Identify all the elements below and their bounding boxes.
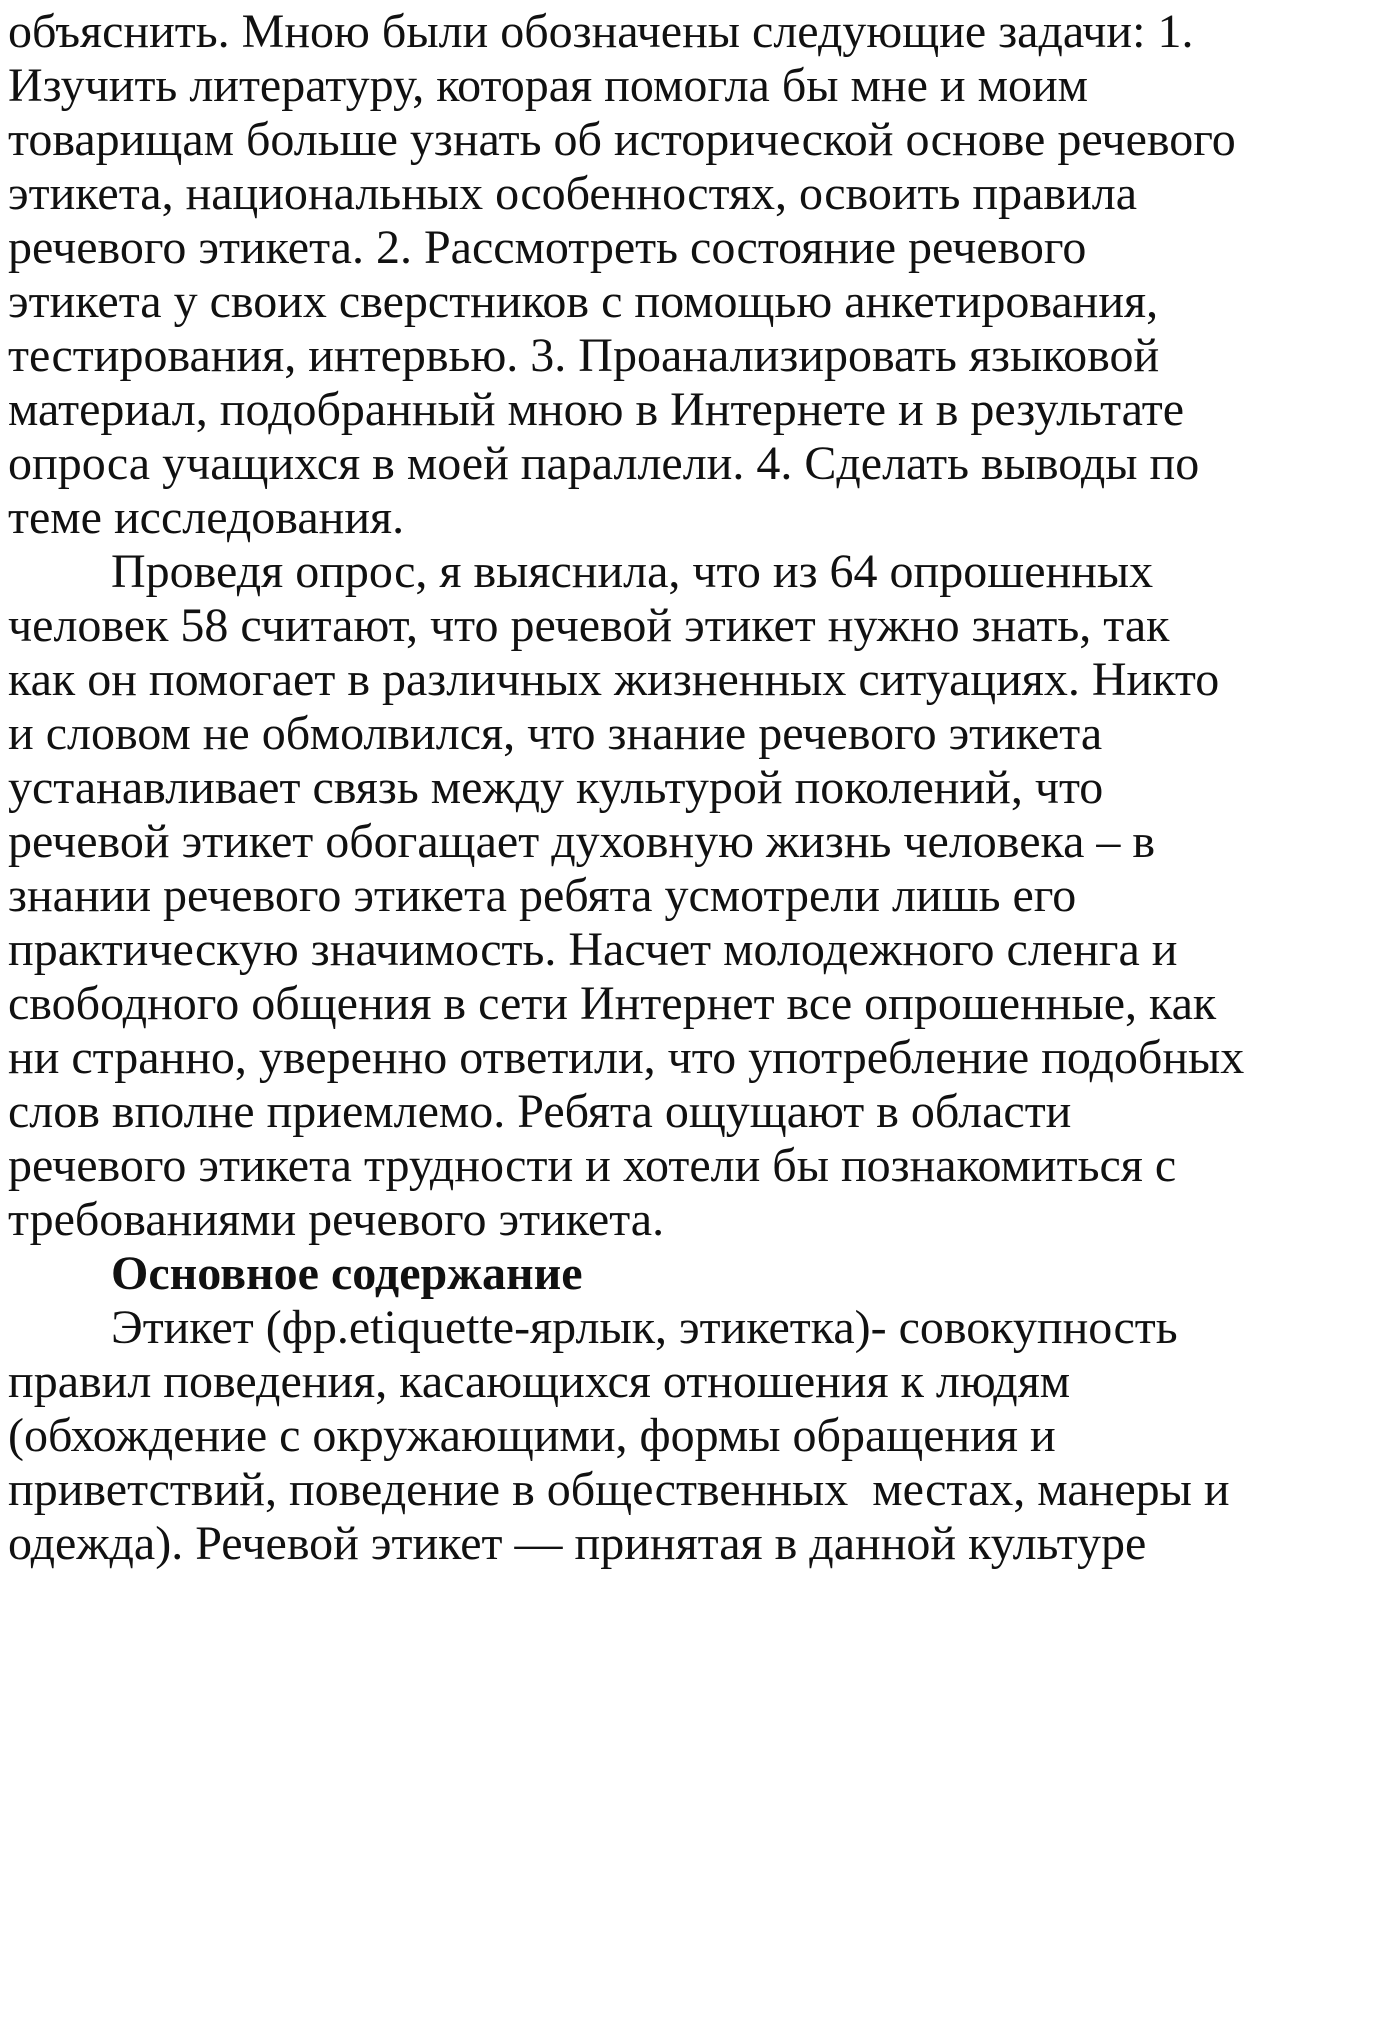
text-line: опроса учащихся в моей параллели. 4. Сделать выводы по [8, 437, 1200, 490]
text-line: и словом не обмолвился, что знание речевого этикета [8, 707, 1103, 760]
text-line: Этикет (фр.etiquette-ярлык, этикетка)- совокупность [111, 1301, 1178, 1354]
text-line: свободного общения в сети Интернет все опрошенные, как [8, 977, 1217, 1030]
text-line: этикета у своих сверстников с помощью анкетирования, [8, 275, 1159, 328]
text-line: знании речевого этикета ребята усмотрели лишь его [8, 869, 1077, 922]
text-line: требованиями речевого этикета. [8, 1193, 665, 1246]
text-line: Изучить литературу, которая помогла бы мне и моим [8, 59, 1088, 112]
text-line: как он помогает в различных жизненных ситуациях. Никто [8, 653, 1220, 706]
text-line: Проведя опрос, я выяснила, что из 64 опрошенных [111, 545, 1154, 598]
text-line: правил поведения, касающихся отношения к людям [8, 1355, 1071, 1408]
text-line: тестирования, интервью. 3. Проанализировать языковой [8, 329, 1160, 382]
text-line: слов вполне приемлемо. Ребята ощущают в области [8, 1085, 1072, 1138]
text-line: человек 58 считают, что речевой этикет нужно знать, так [8, 599, 1170, 652]
text-line: объяснить. Мною были обозначены следующие задачи: 1. [8, 5, 1194, 58]
text-line: практическую значимость. Насчет молодежного сленга и [8, 923, 1178, 976]
text-line: устанавливает связь между культурой поколений, что [8, 761, 1104, 814]
text-line: речевого этикета трудности и хотели бы познакомиться с [8, 1139, 1177, 1192]
text-line: одежда). Речевой этикет — принятая в данной культуре [8, 1517, 1147, 1570]
text-line: приветствий, поведение в общественных местах, манеры и [8, 1463, 1230, 1516]
text-line: теме исследования. [8, 491, 405, 544]
text-line: этикета, национальных особенностях, освоить правила [8, 167, 1138, 220]
text-line: речевого этикета. 2. Рассмотреть состояние речевого [8, 221, 1087, 274]
text-line: (обхождение с окружающими, формы обращения и [8, 1409, 1056, 1462]
section-heading: Основное содержание [111, 1247, 583, 1300]
text-line: ни странно, уверенно ответили, что употребление подобных [8, 1031, 1245, 1084]
text-line: материал, подобранный мною в Интернете и в результате [8, 383, 1185, 436]
text-line: речевой этикет обогащает духовную жизнь человека – в [8, 815, 1156, 868]
text-line: товарищам больше узнать об исторической основе речевого [8, 113, 1236, 166]
